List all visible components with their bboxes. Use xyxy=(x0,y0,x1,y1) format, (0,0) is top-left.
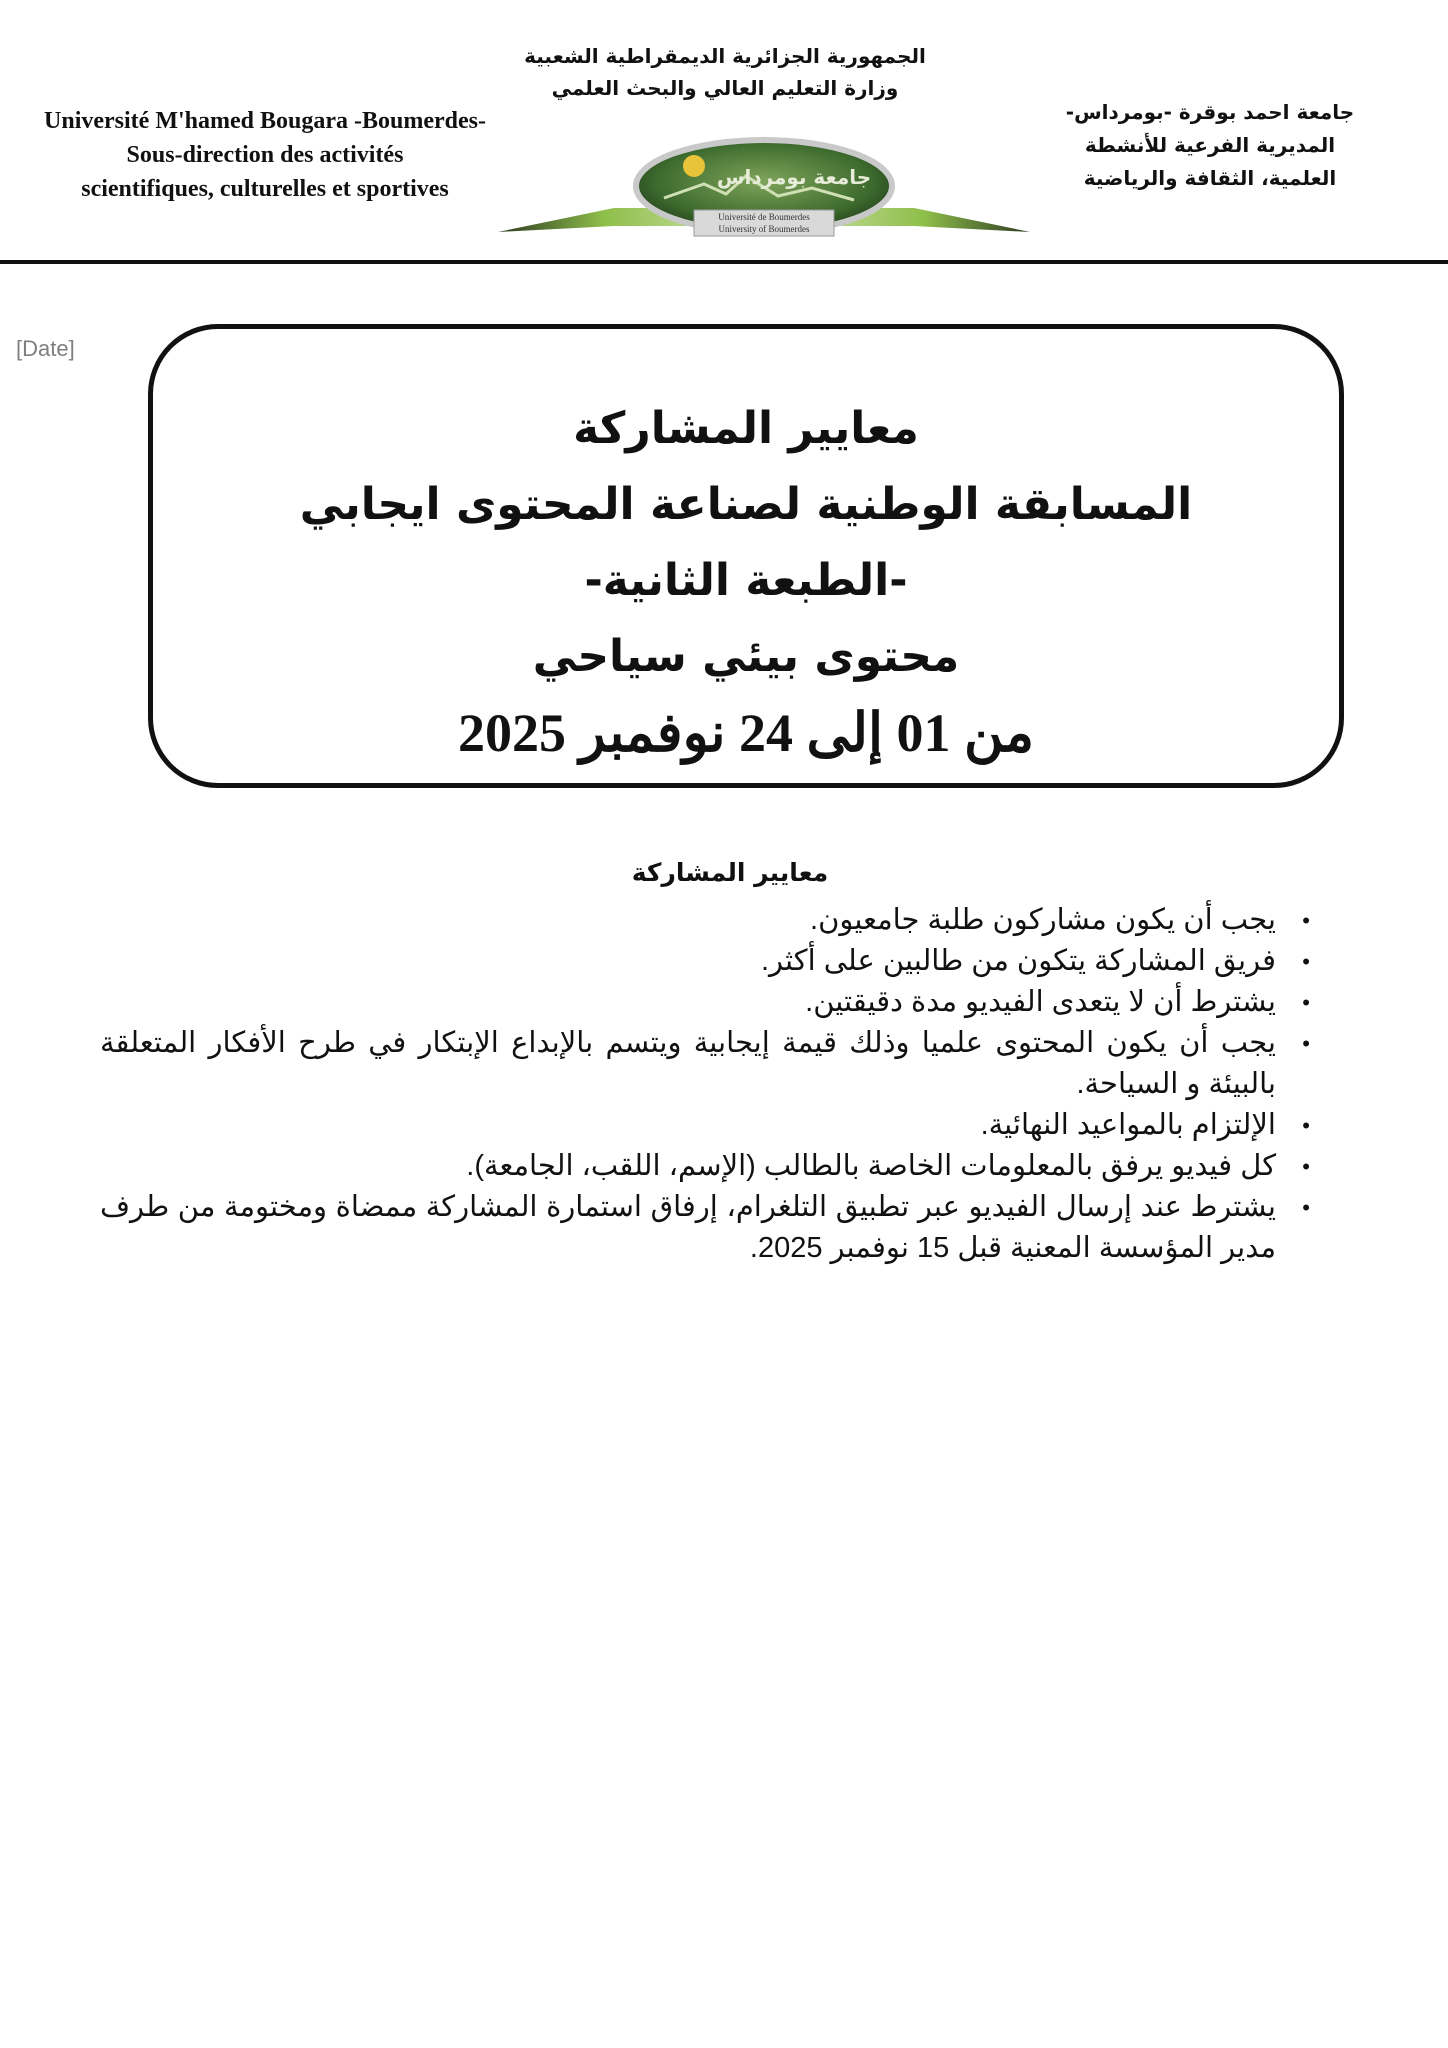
criteria-item: • الإلتزام بالمواعيد النهائية. xyxy=(100,1105,1310,1146)
title-line-edition: -الطبعة الثانية- xyxy=(584,555,908,606)
criteria-item: • كل فيديو يرفق بالمعلومات الخاصة بالطالب (الإسم، اللقب، الجامعة). xyxy=(100,1146,1310,1187)
logo-arabic-text: جامعة بومرداس xyxy=(716,165,872,189)
university-logo xyxy=(494,136,1034,238)
header-french-line-2: Sous-direction des activités xyxy=(126,142,404,168)
header-republic-line: الجمهورية الجزائرية الديمقراطية الشعبية xyxy=(524,44,926,68)
title-line-theme: محتوى بيئي سياحي xyxy=(532,631,960,682)
criteria-item: • يجب أن يكون مشاركون طلبة جامعيون. xyxy=(100,900,1310,941)
header-french-block xyxy=(10,104,520,206)
title-line-criteria: معايير المشاركة xyxy=(573,403,919,454)
title-box xyxy=(148,324,1344,788)
criteria-item: • يشترط عند إرسال الفيديو عبر تطبيق التلغرام، إرفاق استمارة المشاركة ممضاة ومختومة من طرف مدير المؤسسة المعنية قبل 15 نوفمبر 2025. xyxy=(100,1187,1310,1269)
header-divider xyxy=(0,260,1448,264)
title-line-competition: المسابقة الوطنية لصناعة المحتوى ايجابي xyxy=(299,479,1193,530)
header-arabic-line-1: جامعة احمد بوقرة -بومرداس- xyxy=(1065,100,1355,124)
logo-sun-icon xyxy=(683,155,705,177)
header-french-line-3: scientifiques, culturelles et sportives xyxy=(81,176,449,202)
date-placeholder: [Date] xyxy=(16,336,75,361)
header-french-line-1: Université M'hamed Bougara -Boumerdes- xyxy=(44,108,486,134)
header-arabic-line-2: المديرية الفرعية للأنشطة xyxy=(1084,133,1336,157)
header-ministry-line: وزارة التعليم العالي والبحث العلمي xyxy=(551,76,899,100)
header-arabic-block xyxy=(1020,96,1400,195)
criteria-item: • يجب أن يكون المحتوى علميا وذلك قيمة إيجابية ويتسم بالإبداع الإبتكار في طرح الأفكار المتعلقة بالبيئة و السياحة. xyxy=(100,1023,1310,1105)
criteria-list xyxy=(100,900,1310,1269)
criteria-heading: معايير المشاركة xyxy=(631,858,829,887)
criteria-item: • يشترط أن لا يتعدى الفيديو مدة دقيقتين. xyxy=(100,982,1310,1023)
title-line-dates: من 01 إلى 24 نوفمبر 2025 xyxy=(457,703,1035,763)
criteria-item: • فريق المشاركة يتكون من طالبين على أكثر. xyxy=(100,941,1310,982)
header-arabic-line-3: العلمية، الثقافة والرياضية xyxy=(1083,166,1337,190)
logo-ribbon-line-2: University of Boumerdes xyxy=(718,224,810,234)
logo-ribbon-line-1: Université de Boumerdes xyxy=(718,212,810,222)
header-center-block xyxy=(480,40,970,104)
